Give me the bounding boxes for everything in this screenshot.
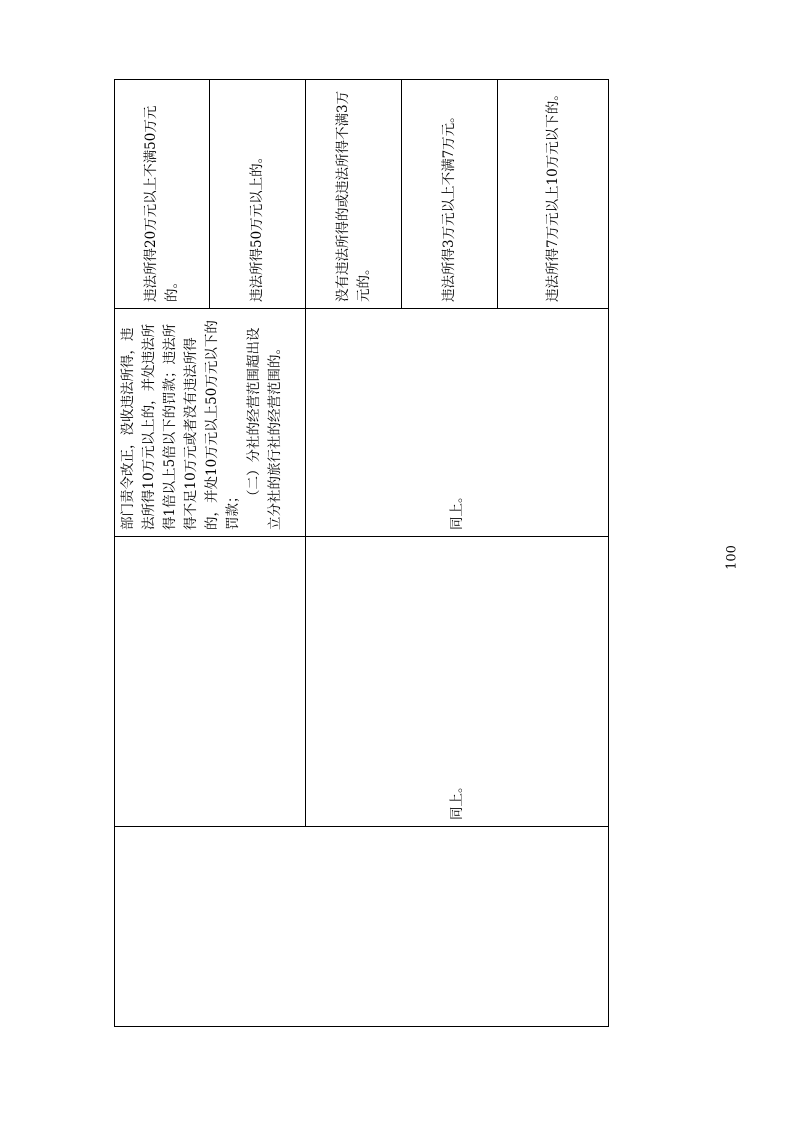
circumstance-cell: 违法所得3万元以上不满7万元。 [402,80,498,309]
rotated-table-container [114,80,608,1027]
category-cell [115,827,609,1027]
item-cell [115,537,306,827]
circumstance-cell: 违法所得20万元以上不满50万元的。 [115,80,210,309]
legal-basis-cell: 同上。 [306,309,609,537]
circumstance-cell: 违法所得7万元以上10万元以下的。 [498,80,609,309]
legal-basis-text: 部门责令改正，没收违法所得，违法所得10万元以上的，并处违法所得1倍以上5倍以下的罚款；违法所得不足10万元或者没有违法所得的，并处10万元以上50万元以下的罚款； [120,320,241,530]
table-row [115,80,210,1027]
item-cell: 同上。 [306,537,609,827]
penalty-table [114,79,609,1027]
page-number: 100 [724,545,740,570]
legal-basis-cell [115,309,306,537]
circumstance-cell: 没有违法所得的或违法所得不满3万元的。 [306,80,402,309]
legal-basis-clause-2: （二）分社的经营范围超出设立分社的旅行社的经营范围的。 [246,327,283,530]
circumstance-cell: 违法所得50万元以上的。 [210,80,306,309]
